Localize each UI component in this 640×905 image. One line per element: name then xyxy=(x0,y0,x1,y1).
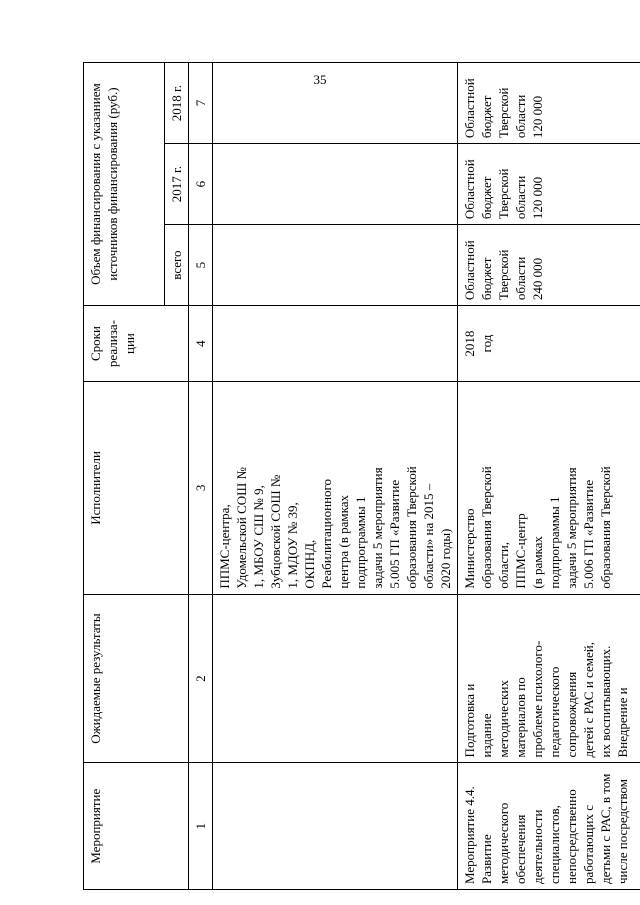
term-cell: 2018 год xyxy=(458,306,640,382)
header-results: Ожидаемые результаты xyxy=(84,594,189,763)
page-number: 35 xyxy=(313,72,327,87)
header-event: Мероприятие xyxy=(84,763,189,890)
event-cell xyxy=(213,763,458,890)
year-2018-cell xyxy=(213,63,458,144)
financing-table xyxy=(83,62,640,890)
header-2017: 2017 г. xyxy=(165,144,189,225)
event-cell: Мероприятие 4.4. Развитие методического обеспечения деятельности специалистов, непосредственно работающих с детьми с РАС, в том числе посредством xyxy=(458,763,640,890)
table-row xyxy=(458,63,640,890)
executors-cell: Министерство образования Тверской области, ППМС-центр (в рамках подпрограммы 1 задачи 5 мероприятия 5.006 ГП «Развитие образования Тверской xyxy=(458,382,640,595)
table-row xyxy=(213,63,458,890)
result-cell: Подготовка и издание методических материалов по проблеме психолого- педагогического сопровождения детей с РАС и семей, их воспитывающих. Внедрение и xyxy=(458,594,640,763)
term-cell xyxy=(213,306,458,382)
year-2017-cell: Областной бюджет Тверской области 120 000 xyxy=(458,144,640,225)
year-2017-cell xyxy=(213,144,458,225)
header-2018: 2018 г. xyxy=(165,63,189,144)
rotated-table-frame xyxy=(83,62,640,890)
header-executors: Исполнители xyxy=(84,382,189,595)
header-terms: Сроки реализа-ции xyxy=(84,306,189,382)
table-header-row xyxy=(84,63,165,890)
column-number: 5 xyxy=(189,225,213,306)
total-cell xyxy=(213,225,458,306)
column-number: 4 xyxy=(189,306,213,382)
executors-cell: ППМС-центра, Удомельской СОШ № 1, МБОУ СШ № 9, Зубцовской СОШ № 1, МДОУ № 39, ОКПНД, Реабилитационного центра (в рамках подпрограммы 1 задачи 5 мероприятия 5.005 ГП «Развитие образования Тверской области» на 2015 – 2020 годы) xyxy=(213,382,458,595)
result-cell xyxy=(213,594,458,763)
header-finance: Объем финансирования с указанием источников финансирования (руб.) xyxy=(84,63,165,306)
column-number-row xyxy=(189,63,213,890)
column-number: 1 xyxy=(189,763,213,890)
header-total: всего xyxy=(165,225,189,306)
column-number: 6 xyxy=(189,144,213,225)
column-number: 3 xyxy=(189,382,213,595)
total-cell: Областной бюджет Тверской области 240 000 xyxy=(458,225,640,306)
column-number: 2 xyxy=(189,594,213,763)
year-2018-cell: Областной бюджет Тверской области 120 000 xyxy=(458,63,640,144)
column-number: 7 xyxy=(189,63,213,144)
